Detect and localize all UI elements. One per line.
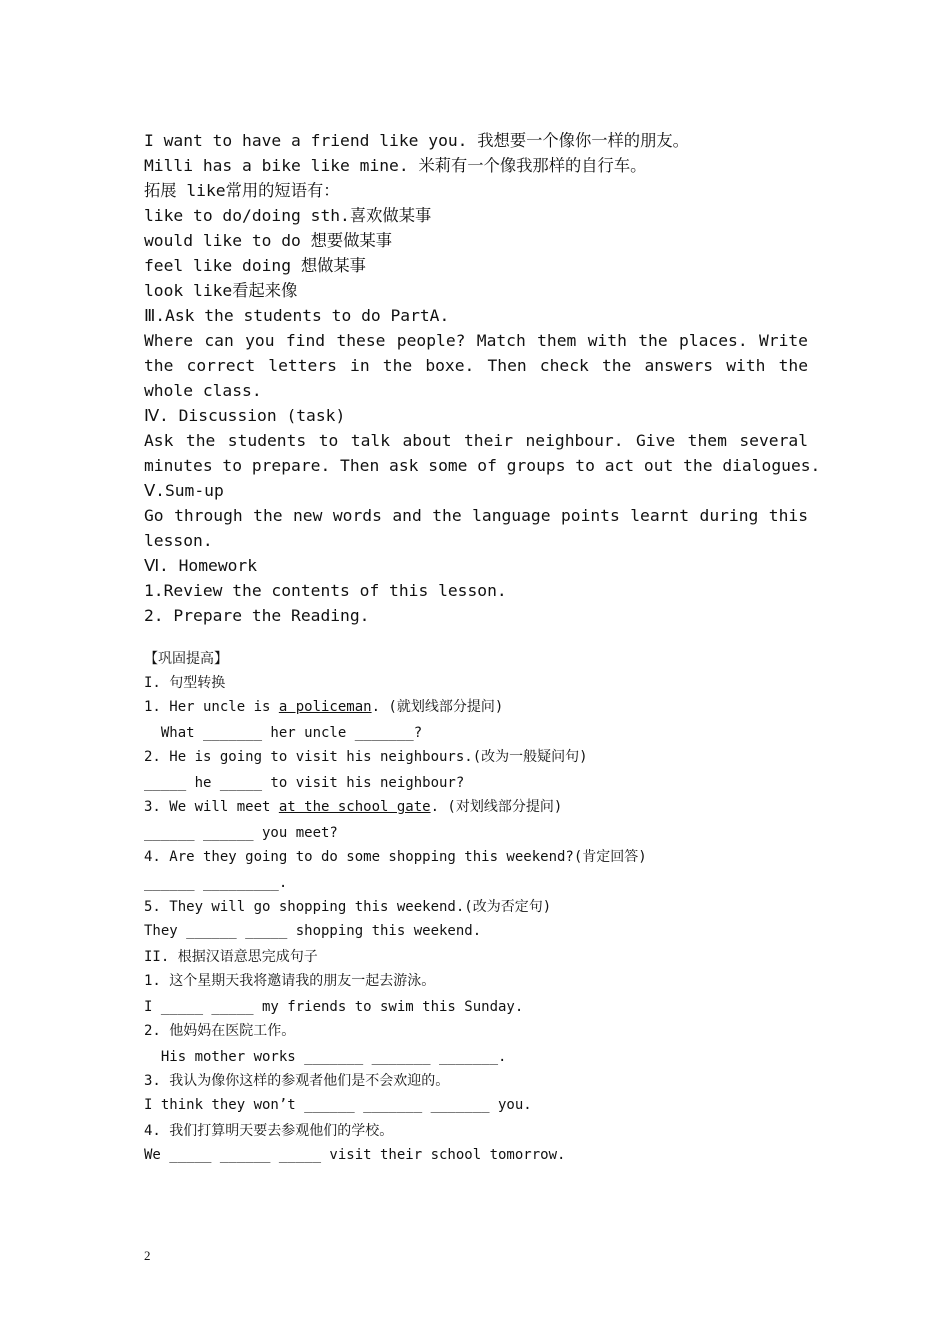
question-2-answer-line: _____ he _____ to visit his neighbour? [144, 775, 465, 791]
translation-4-answer-line: We _____ ______ _____ visit their school tomorrow. [144, 1147, 566, 1163]
section-5-heading: Ⅴ.Sum-up [144, 481, 224, 500]
extension-heading: 拓展 like常用的短语有： [144, 181, 340, 200]
question-1 [144, 695, 808, 719]
section-3-heading: Ⅲ.Ask the students to do PartA. [144, 306, 450, 325]
translation-3-prompt: 3. 我认为像你这样的参观者他们是不会欢迎的。 [144, 1073, 450, 1089]
part-1-heading: I. 句型转换 [144, 675, 226, 691]
question-5-answer-line: They ______ _____ shopping this weekend. [144, 923, 482, 939]
translation-2-answer-line: His mother works _______ _______ _______. [144, 1049, 507, 1065]
question-1-prefix: 1. Her uncle is [144, 699, 279, 715]
phrase-would-like: would like to do 想要做某事 [144, 231, 393, 250]
question-3-underlined: at the school gate [278, 799, 431, 815]
section-3-paragraph-line-1: Where can you find these people? Match them with the places. Write [144, 331, 808, 350]
question-1-answer-line: What _______ her uncle _______? [144, 725, 423, 741]
question-1-underlined: a policeman [278, 699, 372, 715]
section-6-heading: Ⅵ. Homework [144, 556, 258, 575]
example-sentence-2: Milli has a bike like mine. 米莉有一个像我那样的自行车。 [144, 156, 647, 175]
homework-item-1: 1.Review the contents of this lesson. [144, 581, 507, 600]
translation-1-answer-line: I _____ _____ my friends to swim this Sunday. [144, 999, 524, 1015]
translation-4-prompt: 4. 我们打算明天要去参观他们的学校。 [144, 1123, 394, 1139]
phrase-feel-like: feel like doing 想做某事 [144, 256, 366, 275]
section-3-paragraph-line-2: the correct letters in the boxe. Then check the answers with the [144, 356, 808, 375]
phrase-like-to-do: like to do/doing sth.喜欢做某事 [144, 206, 432, 225]
section-3-paragraph-line-3: whole class. [144, 381, 262, 400]
homework-item-2: 2. Prepare the Reading. [144, 606, 370, 625]
question-4: 4. Are they going to do some shopping this weekend?(肯定回答) [144, 849, 647, 865]
part-2-heading: II. 根据汉语意思完成句子 [144, 949, 318, 965]
question-4-answer-line: ______ _________. [144, 875, 288, 891]
section-4-heading: Ⅳ. Discussion (task) [144, 406, 346, 425]
section-4-paragraph-line-1: Ask the students to talk about their neighbour. Give them several [144, 431, 808, 450]
section-4-paragraph-line-2: minutes to prepare. Then ask some of groups to act out the dialogues. [144, 456, 821, 475]
translation-3-answer-line: I think they won’t ______ _______ _______ you. [144, 1097, 532, 1113]
exercises-title: 【巩固提高】 [144, 651, 228, 667]
question-3 [144, 795, 808, 819]
section-5-paragraph-line-2: lesson. [144, 531, 213, 550]
question-3-suffix: . (对划线部分提问) [430, 799, 563, 815]
question-3-answer-line: ______ ______ you meet? [144, 825, 338, 841]
page-number: 2 [144, 1248, 151, 1263]
example-sentence-1: I want to have a friend like you. 我想要一个像你一样的朋友。 [144, 131, 689, 150]
question-3-prefix: 3. We will meet [144, 799, 279, 815]
question-5: 5. They will go shopping this weekend.(改为否定句) [144, 899, 552, 915]
translation-1-prompt: 1. 这个星期天我将邀请我的朋友一起去游泳。 [144, 973, 436, 989]
translation-2-prompt: 2. 他妈妈在医院工作。 [144, 1023, 296, 1039]
section-5-paragraph-line-1: Go through the new words and the language points learnt during this [144, 506, 808, 525]
question-2: 2. He is going to visit his neighbours.(改为一般疑问句) [144, 749, 588, 765]
phrase-look-like: look like看起来像 [144, 281, 298, 300]
question-1-suffix: . (就划线部分提问) [371, 699, 504, 715]
